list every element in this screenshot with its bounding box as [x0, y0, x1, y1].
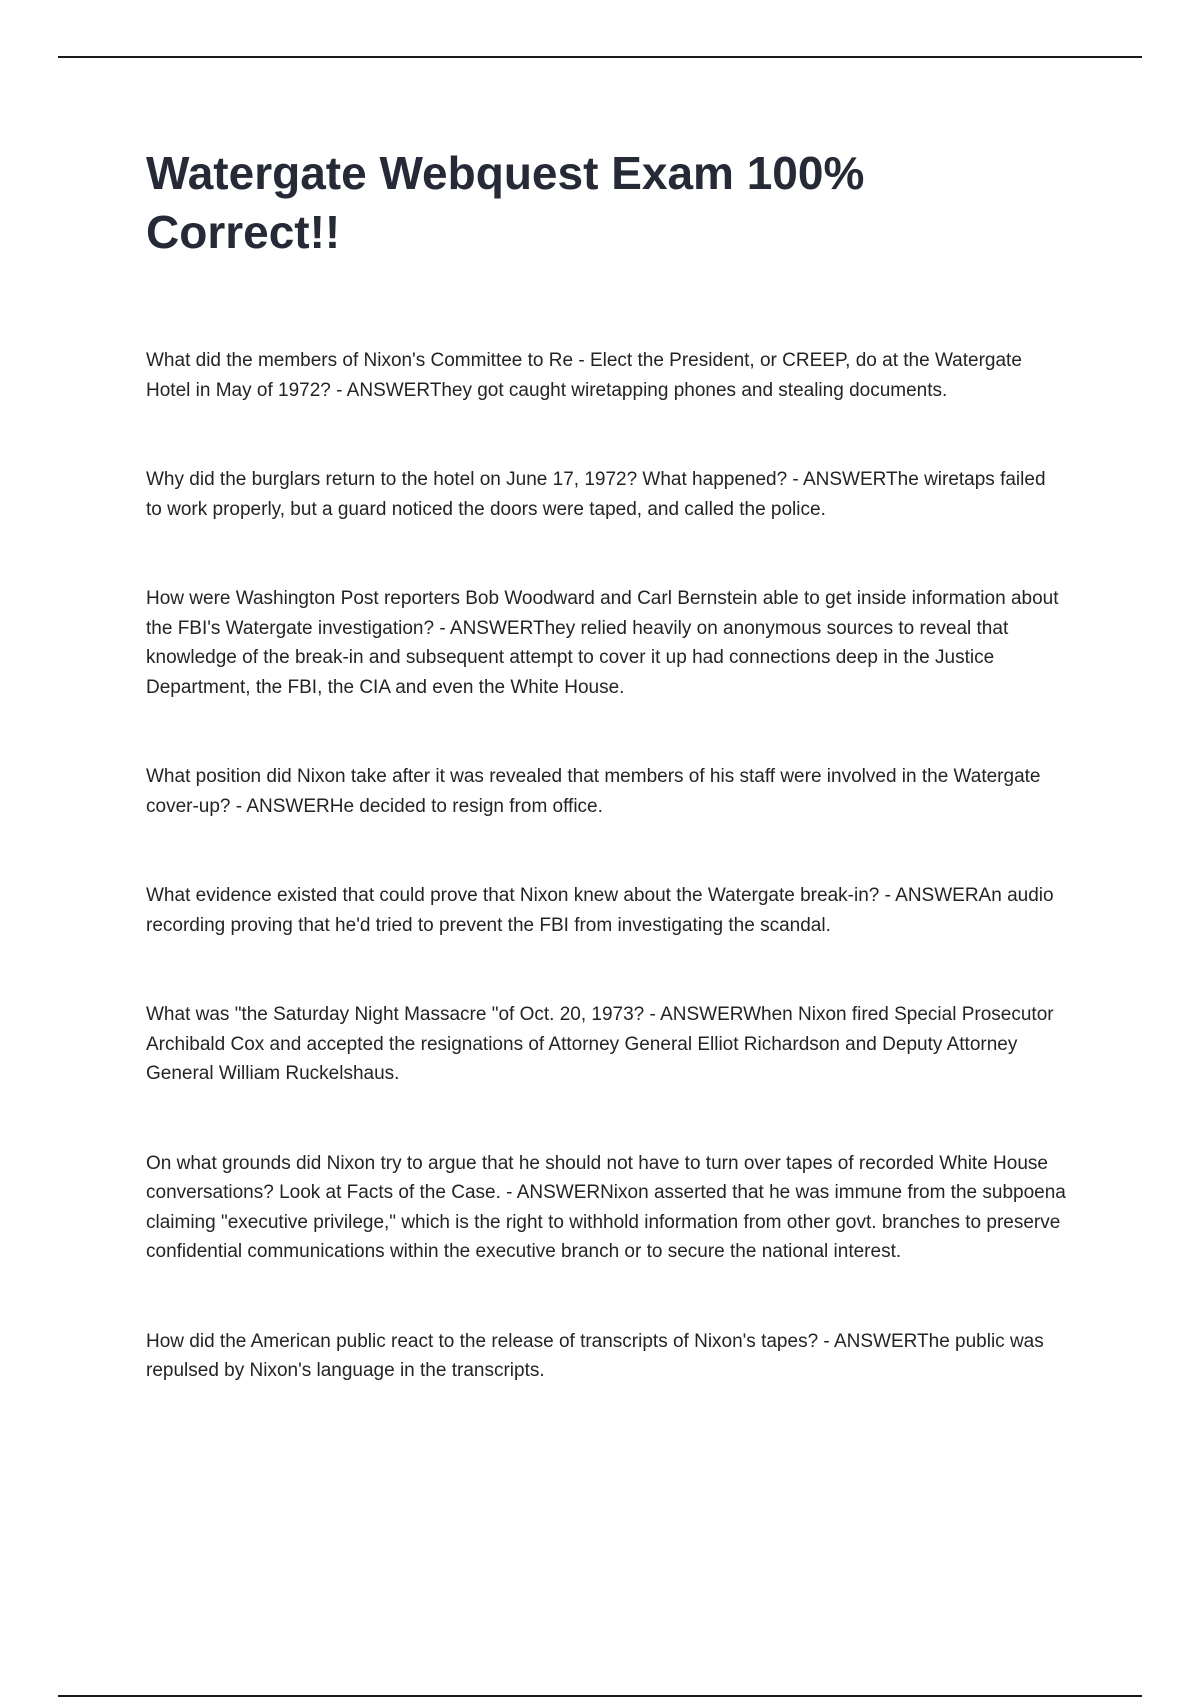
- page-title: Watergate Webquest Exam 100% Correct!!: [146, 147, 865, 258]
- top-divider: [58, 56, 1142, 58]
- qa-item-5: What evidence existed that could prove that Nixon knew about the Watergate break-in? - ANSWERAn audio recording proving that he'd tried to prevent the FBI from investigating the scandal.: [146, 885, 1054, 936]
- qa-item-2: Why did the burglars return to the hotel on June 17, 1972? What happened? - ANSWERThe wiretaps failed to work properly, but a guard noticed the doors were taped, and called the police.: [146, 469, 1046, 520]
- bottom-divider: [58, 1695, 1142, 1697]
- qa-item-8: How did the American public react to the release of transcripts of Nixon's tapes? - ANSWERThe public was repulsed by Nixon's language in the transcripts.: [146, 1330, 1044, 1381]
- qa-item-6: What was "the Saturday Night Massacre "of Oct. 20, 1973? - ANSWERWhen Nixon fired Special Prosecutor Archibald Cox and accepted the resignations of Attorney General Elliot Richardson and Deputy Attorney General William Ruckelshaus.: [146, 1004, 1054, 1084]
- qa-item-3: How were Washington Post reporters Bob Woodward and Carl Bernstein able to get inside information about the FBI's Watergate investigation? - ANSWERThey relied heavily on anonymous sources to reveal that knowledge of the break-in and subsequent attempt to cover it up had connections deep in the Justice Department, the FBI, the CIA and even the White House.: [146, 588, 1059, 698]
- qa-item-1: What did the members of Nixon's Committee to Re - Elect the President, or CREEP, do at the Watergate Hotel in May of 1972? - ANSWERThey got caught wiretapping phones and stealing documents.: [146, 350, 1022, 401]
- qa-item-4: What position did Nixon take after it was revealed that members of his staff were involved in the Watergate cover-up? - ANSWERHe decided to resign from office.: [146, 766, 1041, 817]
- qa-list: [146, 346, 1066, 1446]
- qa-item-7: On what grounds did Nixon try to argue that he should not have to turn over tapes of recorded White House conversations? Look at Facts of the Case. - ANSWERNixon asserted that he was immune from the subpoena claiming "executive privilege," which is the right to withhold information from other govt. branches to preserve confidential communications within the executive branch or to secure the national interest.: [146, 1152, 1066, 1262]
